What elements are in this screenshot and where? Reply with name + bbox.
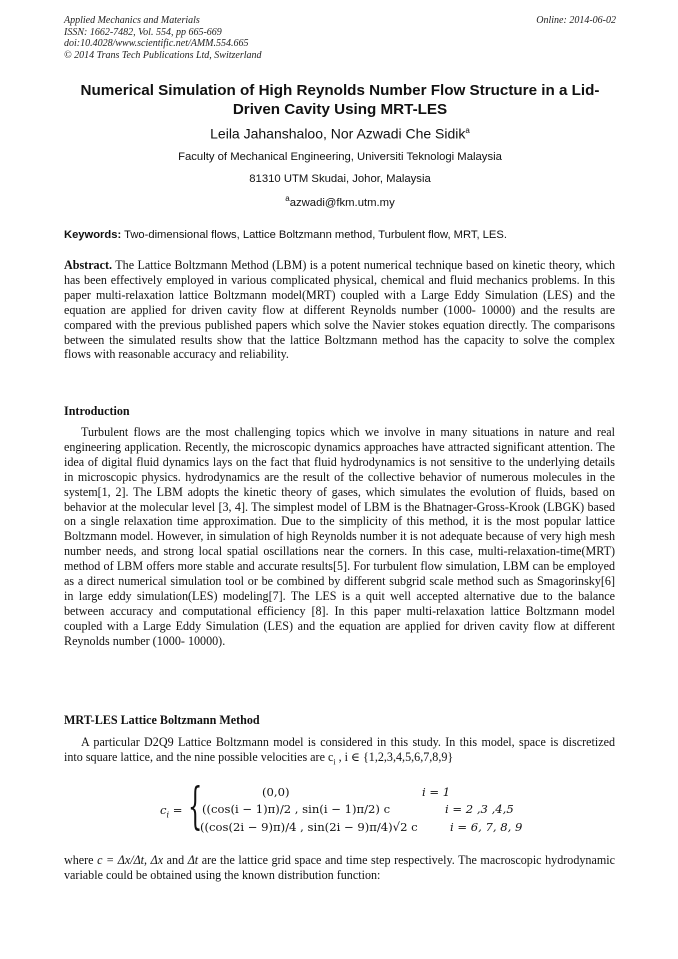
affiliation-faculty: Faculty of Mechanical Engineering, Universiti Teknologi Malaysia: [178, 151, 502, 163]
equation-row-1-expr: (0,0): [262, 785, 290, 799]
post-equation-text: [64, 853, 615, 883]
author-email: [60, 192, 620, 210]
equation-row-2-expr: ((cos(i − 1)π)/2 , sin(i − 1)π/2) c: [202, 802, 391, 816]
keywords: [64, 228, 616, 242]
post-equation-body: are the lattice grid space and time step respectively. The macroscopic hydrodynamic variable could be obtained using the known distribution function:: [64, 853, 615, 882]
equation-lhs-sub: i: [166, 810, 170, 820]
velocity-equation: [160, 777, 560, 839]
mrt-les-tail: , i ∈ {1,2,3,4,5,6,7,8,9}: [335, 749, 454, 764]
copyright-line: © 2014 Trans Tech Publications Ltd, Switzerland: [64, 49, 262, 61]
where-word: where: [64, 853, 94, 867]
paper-title: Numerical Simulation of High Reynolds Number Flow Structure in a Lid-Driven Cavity Using MRT-LES: [80, 82, 600, 118]
abstract: [64, 258, 615, 362]
issn-line: ISSN: 1662-7482, Vol. 554, pp 665-669: [64, 26, 222, 38]
equation-lhs: [160, 803, 182, 819]
dt-symbol: Δt: [187, 853, 199, 867]
equation-lhs-symbol: c: [160, 803, 167, 817]
mrt-les-heading: MRT-LES Lattice Boltzmann Method: [64, 713, 260, 727]
mrt-les-body: [64, 735, 615, 770]
abstract-label: Abstract.: [64, 258, 113, 272]
mrt-les-text: A particular D2Q9 Lattice Boltzmann model is considered in this study. In this model, space is discretized into square lattice, and the nine possible velocities are c: [64, 735, 615, 764]
email-sup: a: [285, 194, 290, 203]
c-definition: c = Δx/Δt,: [97, 853, 148, 867]
dx-symbol: Δx: [150, 853, 164, 867]
author-sup: a: [465, 126, 470, 135]
author-list: [60, 122, 620, 143]
equation-brace: {: [188, 777, 203, 835]
abstract-text: The Lattice Boltzmann Method (LBM) is a potent numerical technique based on kinetic theory, which has been effectively employed in various complicated physical, chemical and fluid mechanics problems. In this paper multi-relaxation lattice Boltzmann model(MRT) coupled with a Large Eddy Simulation (LES) and the equation are applied for driven cavity flow at different Reynolds number (1000- 10000) and the results are compared with the previous published papers which solve the Navier stokes equation directly. The comparisons between the simulated results show that the lattice Boltzmann method has the capacity to solve the complex flows with reasonable accuracy and reliability.: [64, 258, 615, 362]
equation-row-1-cond: i = 1: [422, 785, 451, 799]
author-names: Leila Jahanshaloo, Nor Azwadi Che Sidik: [210, 125, 466, 142]
keywords-text: Two-dimensional flows, Lattice Boltzmann method, Turbulent flow, MRT, LES.: [124, 229, 507, 241]
introduction-heading: Introduction: [64, 404, 130, 418]
equation-equals: =: [172, 803, 183, 817]
mrt-les-sub: i: [333, 757, 336, 767]
journal-name: Applied Mechanics and Materials: [64, 15, 200, 26]
introduction-body: Turbulent flows are the most challenging topics which we involve in many situations in nature and real engineering application. Recently, the microscopic dynamics approaches have attracted significant attention. The idea of digital fluid dynamics lays on the fact that fluid hydrodynamics is not sensitive to the underlying details in microscopic physics. hydrodynamics are the result of the collective behavior of numerous molecules in the system[1, 2]. The LBM adopts the kinetic theory of gases, which simulates the evolution of fluids, based on behavior at the molecular level [3, 4]. The simplest model of LBM is the Bhatnager-Gross-Krook (LBGK) based on a single relaxation time approximation. Due to the simplicity of this method, it is the most popular lattice Boltzmann model. However, in simulation of high Reynolds number it is not adequate because of very high mesh number needs, and strong local spatial oscillations near the corners. In this case, multi-relaxation-time(MRT) method of LBM offers more stable and accurate results[5]. For turbulent flow simulation, LBM can be employed as a direct numerical simulation tool or be combined by different subgrid scale method such as Smagorinsky[6] in large eddy simulation(LES) modeling[7]. The LES is a quit well accepted alternative due to the balance between accuracy and computational efficiency [8]. In this paper multi-relaxation lattice Boltzmann model coupled with a Large Eddy Simulation (LES) and the equation are applied for driven cavity flow at different Reynolds number (1000- 10000).: [64, 425, 615, 648]
affiliation-address: 81310 UTM Skudai, Johor, Malaysia: [249, 173, 431, 185]
equation-row-3-cond: i = 6, 7, 8, 9: [450, 820, 523, 834]
doi-line: doi:10.4028/www.scientific.net/AMM.554.665: [64, 38, 249, 49]
email-text: azwadi@fkm.utm.my: [289, 196, 395, 209]
and-word: and: [166, 853, 185, 867]
equation-row-2-cond: i = 2 ,3 ,4,5: [445, 802, 514, 816]
journal-header: [64, 15, 616, 61]
keywords-label: Keywords:: [64, 229, 122, 241]
online-date: Online: 2014-06-02: [536, 15, 616, 26]
equation-row-3-expr: ((cos(2i − 9)π)/4 , sin(2i − 9)π/4)√2 c: [200, 820, 418, 834]
